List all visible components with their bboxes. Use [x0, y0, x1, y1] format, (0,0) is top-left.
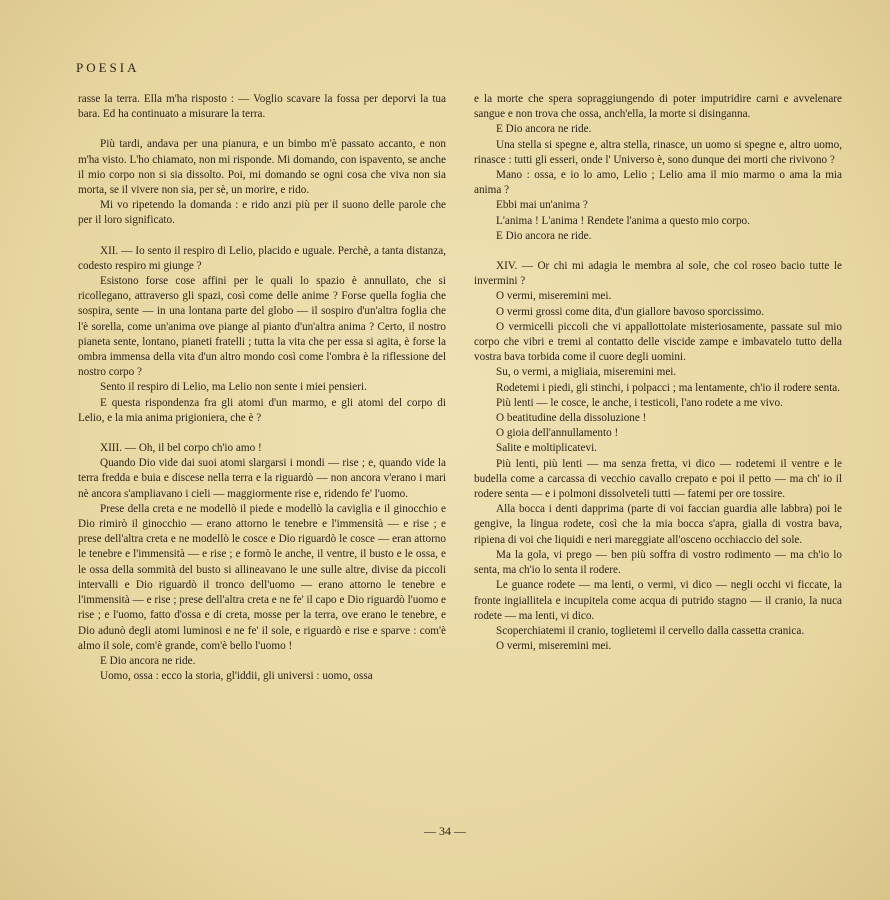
paragraph: L'anima ! L'anima ! Rendete l'anima a questo mio corpo. — [496, 214, 750, 227]
paragraph: XII. — Io sento il respiro di Lelio, placido e uguale. Perchè, a tanta distanza, codesto respiro mi giunge ? — [78, 244, 446, 272]
paragraph: Ma la gola, vi prego — ben più soffra di vostro rodimento — ma ch'io lo senta, ma ch'io lo senta il rodere. — [474, 548, 842, 577]
paragraph: O vermi grossi come dita, d'un giallore bavoso sporcissimo. — [496, 305, 764, 318]
paragraph: O vermi, miseremini mei. — [496, 640, 612, 653]
paragraph: Mi vo ripetendo la domanda : e rido anzi più per il suono delle parole che per il loro significato. — [78, 199, 446, 227]
right-column — [474, 92, 842, 654]
paragraph: E questa rispondenza fra gli atomi d'un marmo, e gli atomi del corpo di Lelio, e la mia anima prigioniera, che è ? — [78, 396, 446, 424]
paragraph: Scoperchiatemi il cranio, toglietemi il cervello dalla cassetta cranica. — [496, 624, 805, 637]
paragraph: O gioia dell'annullamento ! — [496, 427, 619, 440]
paragraph: Prese della creta e ne modellò il piede e modellò la caviglia e il ginocchio e Dio rimirò il ginocchio — erano attorno le tenebre e l'immensità — e rise ; e prese dell'altra creta e ne modellò le cosce e Dio riguardò le cosce — eran attorno le tenebre e l'immensità — e rise ; e formò le anche, il ventre, il busto e le ossa, e le ossa della sommità del busto si allineavano le une sulle altre, divise da piccoli intervalli e Dio riguardò il tronco dell'uomo — erano attorno le tenebre e l'immensità — e rise ; prese dell'altra creta e ne fe' il capo e Dio riguardò l'uomo e rise ; e l'uomo, fatto d'ossa e di creta, mosse per la terra, ove erano le tenebre, e Dio adunò degli atomi luminosi e ne fe' il sole, e riguardò e rise e sparve : com'è almo il sole, com'è grande, com'è bello l'uomo ! — [78, 502, 446, 652]
left-column — [78, 92, 446, 684]
page-number: — 34 — — [424, 824, 466, 838]
paragraph: Quando Dio vide dai suoi atomi slargarsi i mondi — rise ; e, quando vide la terra fredda e buia e discese nella terra e la riguardò — non ancora v'erano i mari nè ancora s'ampliavano i cieli — maggiormente rise e, ridendo fe' l'uomo. — [78, 457, 446, 500]
paragraph: Più lenti — le cosce, le anche, i testicoli, l'ano rodete a me vivo. — [496, 396, 783, 409]
paragraph: Rodetemi i piedi, gli stinchi, i polpacci ; ma lentamente, ch'io il rodere senta. — [496, 381, 841, 394]
paragraph: Più lenti, più lenti — ma senza fretta, vi dico — rodetemi il ventre e le budella come a carcassa di vecchio cavallo crepato e poi il petto — ma ch' io il rodere senta — e i polmoni dissolveteli tutti — fatemi per ore tossire. — [474, 457, 842, 501]
paragraph: e la morte che spera sopraggiungendo di poter imputridire carni e avvelenare sangue e non trova che ossa, anch'ella, la morte si disinganna. — [474, 93, 842, 121]
paragraph: Ebbi mai un'anima ? — [496, 199, 588, 212]
paragraph: Uomo, ossa : ecco la storia, gl'iddii, gli universi : uomo, ossa — [100, 670, 373, 683]
paragraph: Alla bocca i denti dapprima (parte di voi faccian guardia alle labbra) poi le gengive, la lingua rodete, così che la mia bocca s'apra, gialla di vostra bava, ripiena di voi che liquidi e neri mareggiate all'osceno occhiaccio del sole. — [474, 503, 842, 546]
paragraph: rasse la terra. Ella m'ha risposto : — Voglio scavare la fossa per deporvi la tua bara. Ed ha continuato a misurare la terra. — [78, 93, 446, 121]
paragraph: Mano : ossa, e io lo amo, Lelio ; Lelio ama il mio marmo o ama la mia anima ? — [474, 169, 842, 197]
paragraph: Le guance rodete — ma lenti, o vermi, vi dico — negli occhi vi ficcate, la fronte ingiallitela e incupitela come acqua di putrido stagno — il cranio, la nuca rodete — ma lenti, vi dico. — [474, 579, 842, 622]
paragraph: E Dio ancora ne ride. — [496, 229, 592, 242]
paragraph: Esistono forse cose affini per le quali lo spazio è annullato, che si ricollegano, attraverso gli spazi, così come delle anime ? Forse quella foglia che sospira, sente — in una lontana parte del globo — il sospiro d'un'altra foglia che l'è sorella, come un'anima ove piange al pianto d'un'altra anima ? Certo, il nostro pianeta sente, lontano, pianeti fratelli ; tutta la vita che per essa si agita, è forse la ombra immensa della vita d'un altro mondo così come l'ombra è la riflessione del nostro corpo ? — [78, 275, 446, 379]
paragraph: XIII. — Oh, il bel corpo ch'io amo ! — [100, 442, 262, 455]
paragraph: E Dio ancora ne ride. — [496, 123, 592, 136]
paragraph: XIV. — Or chi mi adagia le membra al sole, che col roseo bacio tutte le invermini ? — [474, 260, 842, 288]
running-header: POESIA — [76, 60, 140, 75]
paragraph: O beatitudine della dissoluzione ! — [496, 412, 647, 425]
paragraph: Salite e moltiplicatevi. — [496, 442, 597, 455]
paragraph: E Dio ancora ne ride. — [100, 654, 196, 667]
paragraph: Più tardi, andava per una pianura, e un bimbo m'è passato accanto, e non m'ha visto. L'ho chiamato, non mi risponde. Mi domando, con ispavento, se anche il mio corpo non si sia dissolto. Poi, mi domando se ogni cosa che viva non sia morta, se il vivere non sia, per sè, un morire, e rido. — [78, 138, 446, 197]
paragraph: Su, o vermi, a migliaia, miseremini mei. — [496, 366, 677, 379]
paragraph: O vermicelli piccoli che vi appallottolate misteriosamente, passate sul mio corpo che vibri e tremi al contatto delle viscide zampe e imbavatelo tutto della vostra bava torbida come il cuore degli uomini. — [474, 320, 842, 364]
paragraph: O vermi, miseremini mei. — [496, 290, 612, 303]
paragraph: Sento il respiro di Lelio, ma Lelio non sente i miei pensieri. — [100, 381, 367, 394]
paragraph: Una stella si spegne e, altra stella, rinasce, un uomo si spegne e, altro uomo, rinasce : tutti gli esseri, onde l' Universo è, sono dunque dei morti che rivivono ? — [474, 138, 842, 166]
